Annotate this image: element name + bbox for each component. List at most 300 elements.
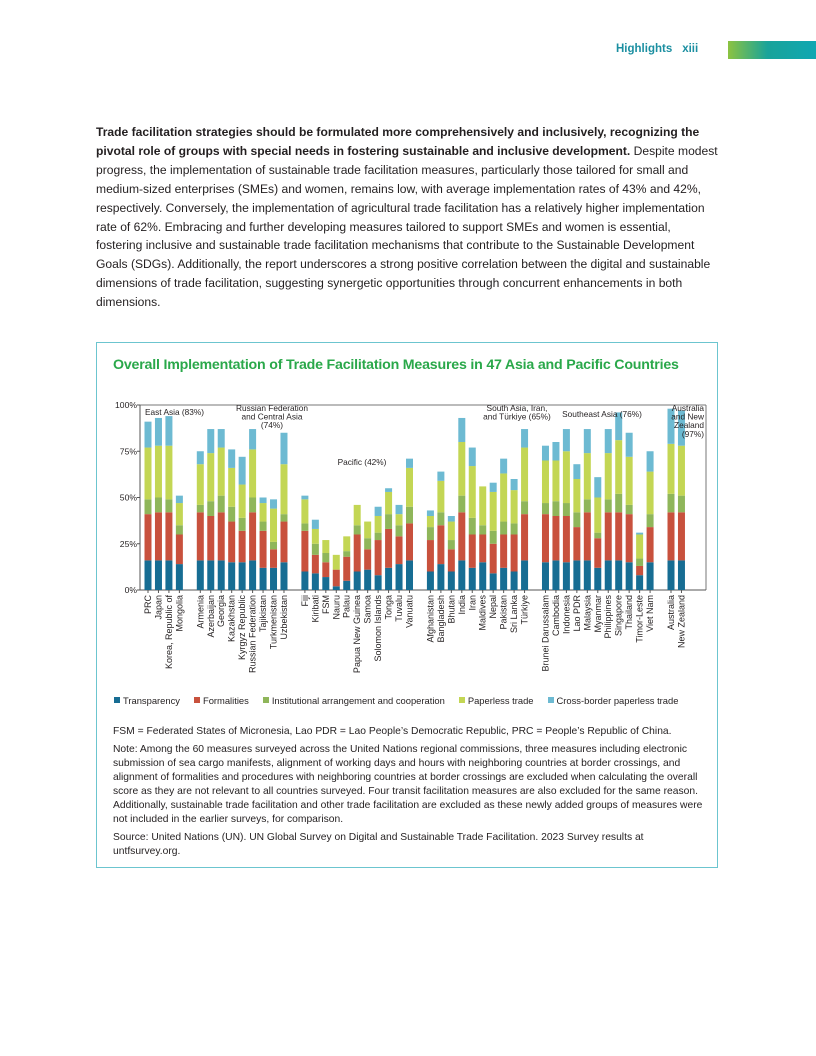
bar-segment-paperless-trade [249,449,256,497]
country-label: Afghanistan [425,595,436,643]
country-label: Turkmenistan [268,595,279,650]
legend-item [548,695,679,706]
bar-segment-formalities [322,562,329,577]
bar-segment-transparency [155,560,162,590]
page-number: xiii [682,43,699,55]
bar-segment-transparency [668,560,675,590]
bar-segment-paperless-trade [427,516,434,527]
bar-segment-paperless-trade [218,448,225,496]
bar-segment-formalities [500,535,507,568]
bar-segment-cross-border-paperless-trade [437,472,444,481]
bar-segment-transparency [301,572,308,591]
bar-segment-cross-border-paperless-trade [406,459,413,468]
country-label: Tuvalu [394,595,405,622]
bar-segment-paperless-trade [458,442,465,496]
header-color-bar [728,41,816,59]
bar-segment-formalities [406,523,413,560]
bar-segment-transparency [552,560,559,590]
group-label: South Asia, Iran, [486,403,548,413]
bar-segment-transparency [176,564,183,590]
bar-segment-cross-border-paperless-trade [458,418,465,442]
bar-segment-formalities [448,549,455,571]
bar-segment-cross-border-paperless-trade [155,418,162,446]
country-label: Bhutan [446,595,457,624]
bar-segment-paperless-trade [479,486,486,525]
bar-segment-transparency [239,562,246,590]
bar-segment-institutional-arrangement-and-cooperation [427,527,434,540]
bar-segment-paperless-trade [155,446,162,498]
bar-segment-formalities [594,538,601,568]
bar-segment-cross-border-paperless-trade [312,520,319,529]
abbreviations: FSM = Federated States of Micronesia, Lao PDR = Lao People’s Democratic Republic, PRC = People’s Republic of China. [113,726,672,737]
bar-segment-institutional-arrangement-and-cooperation [270,542,277,549]
country-label: Thailand [624,595,635,630]
y-tick-label: 100% [115,400,137,410]
bar-segment-cross-border-paperless-trade [636,533,643,535]
bar-segment-transparency [584,560,591,590]
chart-legend [114,695,678,706]
bar-segment-paperless-trade [197,464,204,505]
bar-segment-cross-border-paperless-trade [270,499,277,508]
country-label: New Zealand [676,595,687,649]
country-label: Kazakhstan [226,595,237,643]
bar-segment-paperless-trade [542,461,549,504]
bar-segment-transparency [165,560,172,590]
bar-segment-formalities [176,535,183,565]
country-label: Lao PDR [571,595,582,632]
bar-segment-paperless-trade [552,461,559,502]
legend-item [194,695,249,706]
bar-segment-transparency [678,560,685,590]
bar-segment-institutional-arrangement-and-cooperation [322,553,329,562]
bar-segment-institutional-arrangement-and-cooperation [573,512,580,527]
legend-swatch [263,697,269,703]
bar-segment-institutional-arrangement-and-cooperation [594,533,601,539]
country-label: Palau [341,595,352,619]
bar-segment-transparency [594,568,601,590]
country-label: Myanmar [592,595,603,633]
bar-segment-paperless-trade [260,503,267,522]
bar-segment-transparency [542,562,549,590]
country-label: Iran [467,595,478,611]
bar-segment-cross-border-paperless-trade [626,433,633,457]
country-label: Papua New Guinea [352,595,363,674]
bar-segment-transparency [521,560,528,590]
country-label: Russian Federation [247,595,258,674]
bar-segment-cross-border-paperless-trade [552,442,559,461]
bar-segment-transparency [249,560,256,590]
bar-segment-formalities [542,514,549,562]
bar-segment-transparency [228,562,235,590]
group-label: Pacific (42%) [337,457,387,467]
bar-segment-formalities [490,544,497,574]
legend-label: Formalities [202,695,249,706]
bar-segment-paperless-trade [396,514,403,525]
country-label: PRC [143,595,153,615]
bar-segment-transparency [511,572,518,591]
bar-segment-institutional-arrangement-and-cooperation [343,551,350,557]
bar-segment-cross-border-paperless-trade [375,507,382,516]
group-label: and Türkiye (65%) [483,411,551,422]
country-label: Uzbekistan [278,595,289,640]
country-label: Maldives [477,595,488,631]
bar-segment-formalities [626,514,633,562]
country-label: Türkiye [519,595,530,625]
bar-segment-paperless-trade [605,453,612,499]
country-label: Brunei Darussalam [540,595,551,672]
bar-segment-institutional-arrangement-and-cooperation [197,505,204,512]
group-label: and Central Asia [241,411,303,422]
bar-segment-paperless-trade [469,466,476,518]
stacked-bar-chart [96,395,719,690]
bar-segment-institutional-arrangement-and-cooperation [437,512,444,525]
bar-segment-cross-border-paperless-trade [385,488,392,492]
country-label: Kiribati [310,595,321,623]
group-label: Australia [671,403,704,413]
bar-segment-formalities [563,516,570,562]
country-label: Nauru [331,595,342,620]
bar-segment-formalities [458,512,465,560]
bar-segment-institutional-arrangement-and-cooperation [521,501,528,514]
country-label: Georgia [216,595,227,628]
bar-segment-formalities [615,512,622,560]
bar-segment-paperless-trade [594,498,601,533]
bar-segment-cross-border-paperless-trade [563,429,570,451]
bar-segment-cross-border-paperless-trade [145,422,152,448]
bar-segment-institutional-arrangement-and-cooperation [165,499,172,512]
bar-segment-cross-border-paperless-trade [521,429,528,448]
bar-segment-paperless-trade [668,444,675,494]
country-label: Fiji [299,595,310,607]
bar-segment-formalities [552,516,559,560]
bar-segment-formalities [469,535,476,568]
legend-label: Transparency [123,695,180,706]
legend-item [114,695,180,706]
bar-segment-institutional-arrangement-and-cooperation [176,525,183,534]
legend-swatch [194,697,200,703]
bar-segment-formalities [364,549,371,569]
bar-segment-paperless-trade [615,440,622,494]
bar-segment-institutional-arrangement-and-cooperation [647,514,654,527]
bar-segment-formalities [354,535,361,572]
bar-segment-institutional-arrangement-and-cooperation [542,503,549,514]
bar-segment-formalities [228,522,235,563]
y-tick-label: 0% [124,585,137,595]
bar-segment-institutional-arrangement-and-cooperation [228,507,235,522]
bar-segment-paperless-trade [584,453,591,499]
bar-segment-paperless-trade [270,509,277,542]
bar-segment-transparency [396,564,403,590]
legend-label: Paperless trade [467,695,534,706]
bar-segment-transparency [280,562,287,590]
bar-segment-paperless-trade [322,540,329,553]
bar-segment-institutional-arrangement-and-cooperation [636,559,643,566]
bar-segment-cross-border-paperless-trade [176,496,183,503]
country-label: Tonga [383,595,394,620]
bar-segment-transparency [573,560,580,590]
bar-segment-paperless-trade [511,490,518,523]
bar-segment-paperless-trade [165,446,172,500]
bar-segment-paperless-trade [573,479,580,512]
bar-segment-transparency [270,568,277,590]
bar-segment-transparency [406,560,413,590]
paragraph-text: Despite modest progress, the implementation of sustainable trade facilitation measures, particularly those tailored for small and medium-sized enterprises (SMEs) and women, remains low, with average implementation rates of 43% and 42%, respectively. Conversely, the implementation of agricultural trade facilitation has a relatively higher implementation rate of 62%. Embracing and further developing measures tailored to support SMEs and women is essential, fostering inclusive and sustainable trade facilitation mechanisms that contribute to the Sustainable Development Goals (SDGs). Additionally, the report underscores a strong positive correlation between the digital and sustainable dimensions of trade facilitation, suggesting synergetic opportunities through concurrent enhancements in both dimensions. [96,143,718,310]
bar-segment-formalities [479,535,486,563]
bar-segment-transparency [615,560,622,590]
bar-segment-paperless-trade [636,535,643,559]
group-label: and New [671,411,704,422]
bar-segment-transparency [145,560,152,590]
bar-segment-cross-border-paperless-trade [280,433,287,464]
bar-segment-institutional-arrangement-and-cooperation [145,499,152,514]
bar-segment-paperless-trade [207,453,214,501]
bar-segment-formalities [260,531,267,568]
bar-segment-cross-border-paperless-trade [469,448,476,467]
country-label: India [456,595,467,615]
bar-segment-paperless-trade [626,457,633,505]
bar-segment-transparency [364,570,371,590]
bar-segment-cross-border-paperless-trade [239,457,246,485]
country-label: FSM [320,595,331,614]
group-label: (74%) [260,420,284,431]
bar-segment-cross-border-paperless-trade [647,451,654,471]
bar-segment-institutional-arrangement-and-cooperation [479,525,486,534]
bar-segment-formalities [636,566,643,575]
bar-segment-formalities [312,555,319,574]
note-text: Note: Among the 60 measures surveyed across the United Nations regional commissions, three measures including electronic submission of sea cargo manifests, alignment of working days and hours with neighboring countries at border crossings, and alignment of formalities and procedures with neighboring countries at border crossings are excluded when calculating the overall score as they are not relevant to all countries surveyed. Four transit facilitation measures are also excluded for the same reason. Additionally, sustainable trade facilitation and other trade facilitation are excluded as these newly added groups of measures were not included in the earlier surveys, for comparison. [113,744,703,825]
bar-segment-formalities [605,512,612,560]
bar-segment-cross-border-paperless-trade [594,477,601,497]
bar-segment-transparency [448,572,455,591]
bar-segment-formalities [155,512,162,560]
bar-segment-paperless-trade [647,472,654,515]
bar-segment-transparency [636,575,643,590]
section-name: Highlights [616,43,673,55]
bar-segment-paperless-trade [354,505,361,525]
country-label: Viet Nam [645,595,656,632]
bar-segment-formalities [218,512,225,560]
running-header [616,43,698,55]
bar-segment-institutional-arrangement-and-cooperation [207,501,214,516]
country-label: Timor-Leste [634,595,645,643]
country-label: Solomon Islands [373,595,384,662]
country-label: Australia [666,595,676,631]
bar-segment-cross-border-paperless-trade [301,496,308,500]
bar-segment-cross-border-paperless-trade [260,498,267,504]
bar-segment-transparency [333,586,340,590]
bar-segment-institutional-arrangement-and-cooperation [239,518,246,531]
bar-segment-transparency [605,560,612,590]
bar-segment-paperless-trade [301,499,308,523]
bar-segment-institutional-arrangement-and-cooperation [155,498,162,513]
y-tick-label: 75% [119,446,137,457]
bar-segment-formalities [249,512,256,560]
bar-segment-institutional-arrangement-and-cooperation [469,518,476,535]
bar-segment-cross-border-paperless-trade [490,483,497,492]
bar-segment-cross-border-paperless-trade [605,429,612,453]
country-label: Cambodia [550,595,561,637]
bar-segment-institutional-arrangement-and-cooperation [490,531,497,544]
bar-segment-formalities [207,516,214,560]
country-label: Nepal [488,595,499,619]
country-label: Bangladesh [435,595,446,643]
bar-segment-paperless-trade [228,468,235,507]
bar-segment-formalities [343,557,350,581]
bar-segment-institutional-arrangement-and-cooperation [260,522,267,531]
bar-segment-formalities [165,512,172,560]
bar-segment-cross-border-paperless-trade [584,429,591,453]
bar-segment-paperless-trade [239,485,246,518]
y-tick-label: 25% [119,538,137,549]
bar-segment-formalities [521,514,528,560]
y-tick-label: 50% [119,492,137,503]
country-label: Samoa [362,595,373,624]
bar-segment-paperless-trade [280,464,287,514]
bar-segment-institutional-arrangement-and-cooperation [668,494,675,513]
bar-segment-paperless-trade [521,448,528,502]
bar-segment-formalities [584,512,591,560]
bar-segment-institutional-arrangement-and-cooperation [605,499,612,512]
chart-title: Overall Implementation of Trade Facilitation Measures in 47 Asia and Pacific Countries [113,357,679,373]
bar-segment-formalities [375,540,382,575]
bar-segment-paperless-trade [375,516,382,533]
bar-segment-formalities [647,527,654,562]
group-label: Russian Federation [236,403,308,413]
bar-segment-transparency [207,560,214,590]
bar-segment-paperless-trade [343,536,350,551]
bar-segment-paperless-trade [563,451,570,503]
bar-segment-paperless-trade [437,481,444,512]
country-label: Azerbaijan [205,595,216,638]
bar-segment-institutional-arrangement-and-cooperation [500,522,507,535]
group-label: Zealand [674,420,704,431]
bar-segment-formalities [197,512,204,560]
bar-segment-formalities [145,514,152,560]
bar-segment-institutional-arrangement-and-cooperation [218,496,225,513]
bar-segment-cross-border-paperless-trade [197,451,204,464]
bar-segment-formalities [239,531,246,562]
bar-segment-transparency [260,568,267,590]
legend-swatch [459,697,465,703]
country-label: Malaysia [582,595,593,631]
bar-segment-formalities [301,531,308,572]
country-label: Mongolia [174,595,185,632]
bar-segment-cross-border-paperless-trade [511,479,518,490]
bar-segment-transparency [626,562,633,590]
bar-segment-formalities [270,549,277,568]
bar-segment-cross-border-paperless-trade [427,510,434,516]
legend-item [263,695,445,706]
bar-segment-formalities [511,535,518,572]
bar-segment-institutional-arrangement-and-cooperation [385,514,392,529]
country-label: Indonesia [561,595,572,635]
bar-segment-cross-border-paperless-trade [396,505,403,514]
bar-segment-cross-border-paperless-trade [448,516,455,522]
bar-segment-formalities [396,536,403,564]
group-label: Southeast Asia (76%) [562,409,642,419]
bar-segment-formalities [668,512,675,560]
country-label: Sri Lanka [509,595,520,634]
bar-segment-institutional-arrangement-and-cooperation [552,501,559,516]
bar-segment-transparency [479,562,486,590]
bar-segment-paperless-trade [490,492,497,531]
bar-segment-paperless-trade [333,555,340,570]
bar-segment-formalities [385,529,392,568]
group-label: (97%) [681,428,704,439]
bar-segment-transparency [647,562,654,590]
bar-segment-institutional-arrangement-and-cooperation [364,538,371,549]
bar-segment-transparency [437,564,444,590]
bar-segment-transparency [197,560,204,590]
bar-segment-cross-border-paperless-trade [542,446,549,461]
bar-segment-transparency [343,581,350,590]
bar-segment-formalities [678,512,685,560]
bar-segment-cross-border-paperless-trade [249,429,256,449]
bar-segment-transparency [322,577,329,590]
legend-swatch [114,697,120,703]
bar-segment-institutional-arrangement-and-cooperation [678,496,685,513]
country-label: Pakistan [498,595,509,630]
bar-segment-cross-border-paperless-trade [165,416,172,446]
bar-segment-formalities [437,525,444,564]
country-label: Korea, Republic of [163,595,174,670]
body-paragraph [96,123,718,312]
country-label: Vanuatu [404,595,415,628]
bar-segment-institutional-arrangement-and-cooperation [354,525,361,534]
bar-segment-institutional-arrangement-and-cooperation [458,496,465,513]
bar-segment-institutional-arrangement-and-cooperation [615,494,622,513]
bar-segment-formalities [333,570,340,587]
bar-segment-institutional-arrangement-and-cooperation [448,540,455,549]
bar-segment-cross-border-paperless-trade [228,449,235,468]
bar-segment-transparency [490,573,497,590]
bar-segment-institutional-arrangement-and-cooperation [301,523,308,530]
bar-segment-institutional-arrangement-and-cooperation [584,499,591,512]
bar-segment-transparency [375,575,382,590]
bar-segment-institutional-arrangement-and-cooperation [375,533,382,540]
bar-segment-institutional-arrangement-and-cooperation [626,505,633,514]
bar-segment-cross-border-paperless-trade [218,429,225,448]
country-label: Tajikistan [258,595,269,633]
bar-segment-transparency [427,572,434,591]
bar-segment-transparency [218,560,225,590]
country-label: Philippines [603,595,614,639]
bar-segment-cross-border-paperless-trade [207,429,214,453]
bar-segment-paperless-trade [448,522,455,541]
bar-segment-paperless-trade [176,503,183,525]
bar-segment-institutional-arrangement-and-cooperation [563,503,570,516]
bar-segment-formalities [427,540,434,571]
source-text: Source: United Nations (UN). UN Global Survey on Digital and Sustainable Trade Facilitation. 2023 Survey results at untfsurvey.org. [113,832,644,857]
bar-segment-cross-border-paperless-trade [573,464,580,479]
bar-segment-institutional-arrangement-and-cooperation [312,544,319,555]
country-label: Japan [153,595,164,620]
bar-segment-paperless-trade [385,492,392,514]
bar-segment-paperless-trade [364,522,371,539]
legend-label: Institutional arrangement and cooperation [271,695,445,706]
bar-segment-institutional-arrangement-and-cooperation [406,507,413,524]
bar-segment-transparency [312,573,319,590]
bar-segment-paperless-trade [406,468,413,507]
bar-segment-transparency [469,568,476,590]
bar-segment-formalities [280,522,287,563]
bar-segment-institutional-arrangement-and-cooperation [396,525,403,536]
bar-segment-transparency [385,568,392,590]
bar-segment-paperless-trade [678,446,685,496]
bar-segment-institutional-arrangement-and-cooperation [511,523,518,534]
bar-segment-paperless-trade [500,473,507,521]
country-label: Armenia [195,595,206,629]
